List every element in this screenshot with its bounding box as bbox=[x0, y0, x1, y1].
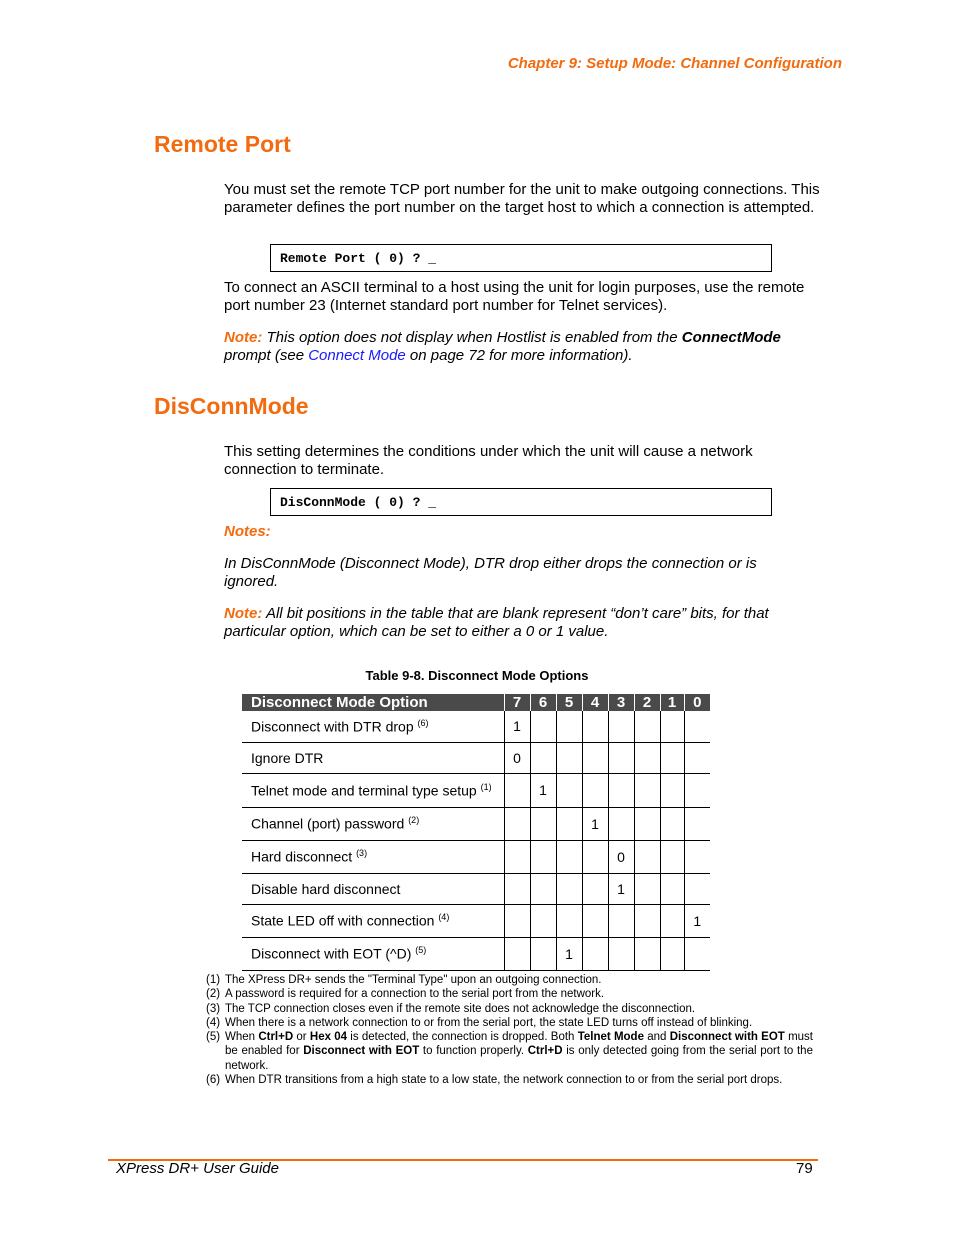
bit-cell bbox=[582, 711, 608, 742]
bit-cell bbox=[582, 742, 608, 773]
option-label bbox=[242, 937, 504, 970]
note-label: Note: bbox=[224, 605, 263, 622]
header-bit: 7 bbox=[504, 694, 530, 711]
bit-cell bbox=[556, 904, 582, 937]
footnote-ref: (5) bbox=[415, 945, 427, 956]
page-number: 79 bbox=[796, 1160, 813, 1177]
bit-cell bbox=[684, 937, 710, 970]
table-row bbox=[242, 711, 710, 742]
bit-cell bbox=[504, 807, 530, 840]
chapter-header: Chapter 9: Setup Mode: Channel Configuration bbox=[507, 55, 842, 72]
footnote-1: (1) The XPress DR+ sends the "Terminal Type" upon an outgoing connection. bbox=[206, 974, 602, 986]
bit-cell bbox=[684, 840, 710, 873]
option-label bbox=[242, 807, 504, 840]
bit-cell bbox=[530, 937, 556, 970]
note-text: All bit positions in the table that are blank represent “don’t care” bits, for that particular option, which can be set to either a 0 or 1 value. bbox=[224, 605, 769, 640]
footnote-ref: (1) bbox=[480, 781, 492, 792]
connect-mode-link[interactable]: Connect Mode bbox=[308, 347, 406, 364]
table-row bbox=[242, 840, 710, 873]
footnote-3: (3) The TCP connection closes even if the remote site does not acknowledge the disconnection. bbox=[206, 1002, 696, 1015]
header-bit: 6 bbox=[530, 694, 556, 711]
footnote-2: (2) A password is required for a connection to the serial port from the network. bbox=[206, 988, 605, 1001]
bit-cell: 1 bbox=[556, 937, 582, 970]
table-row bbox=[242, 807, 710, 840]
bit-cell bbox=[608, 807, 634, 840]
bit-cell bbox=[608, 742, 634, 773]
table-row bbox=[242, 742, 710, 773]
option-text: Disable hard disconnect bbox=[251, 880, 401, 897]
footer-title: XPress DR+ User Guide bbox=[116, 1160, 279, 1177]
bit-cell bbox=[530, 742, 556, 773]
disconnmode-heading: DisConnMode bbox=[154, 393, 309, 419]
footnote-4: (4) When there is a network connection to or from the serial port, the state LED turns off instead of blinking. bbox=[206, 1016, 753, 1029]
bit-cell: 0 bbox=[504, 742, 530, 773]
option-label bbox=[242, 711, 504, 742]
bit-cell bbox=[556, 742, 582, 773]
option-label bbox=[242, 773, 504, 807]
bit-cell bbox=[660, 904, 684, 937]
option-label bbox=[242, 904, 504, 937]
bit-cell: 1 bbox=[530, 773, 556, 807]
option-label bbox=[242, 742, 504, 773]
bit-cell bbox=[684, 807, 710, 840]
bit-cell bbox=[530, 840, 556, 873]
bit-cell bbox=[556, 840, 582, 873]
bit-cell bbox=[634, 742, 660, 773]
bit-cell bbox=[660, 711, 684, 742]
option-text: Channel (port) password bbox=[251, 815, 405, 832]
bit-cell bbox=[556, 807, 582, 840]
note-label: Note: bbox=[224, 329, 263, 346]
blank-bits-note bbox=[224, 605, 784, 641]
footnote-6: (6) When DTR transitions from a high state to a low state, the network connection to or from the serial port drops. bbox=[206, 1074, 783, 1087]
disconnmode-code: DisConnMode ( 0) ? _ bbox=[270, 488, 772, 516]
bit-cell bbox=[634, 904, 660, 937]
bit-cell bbox=[504, 904, 530, 937]
table-row bbox=[242, 937, 710, 970]
header-bit: 4 bbox=[582, 694, 608, 711]
bit-cell bbox=[634, 773, 660, 807]
bit-cell: 1 bbox=[684, 904, 710, 937]
note-text-b: prompt (see bbox=[224, 347, 309, 364]
header-bit: 1 bbox=[660, 694, 684, 711]
option-text: Disconnect with EOT (^D) bbox=[251, 945, 412, 962]
bit-cell bbox=[582, 937, 608, 970]
note-connectmode: ConnectMode bbox=[681, 329, 781, 346]
bit-cell bbox=[556, 711, 582, 742]
bit-cell bbox=[684, 742, 710, 773]
footnote-ref: (4) bbox=[438, 912, 450, 923]
table-header-row bbox=[242, 694, 710, 711]
remote-port-heading: Remote Port bbox=[154, 131, 291, 157]
remote-port-intro: You must set the remote TCP port number for the unit to make outgoing connections. This parameter defines the port number on the target host to which a connection is attempted. bbox=[224, 181, 820, 216]
bit-cell bbox=[684, 873, 710, 904]
header-bit: 0 bbox=[684, 694, 710, 711]
bit-cell bbox=[660, 807, 684, 840]
footnote-5: (5) When Ctrl+D or Hex 04 is detected, the connection is dropped. Both Telnet Mode and Disconnect with EOT must be enabled for Disconnect with EOT to function properly. Ctrl+D is only detected going from the serial port to the network. bbox=[206, 1031, 814, 1072]
bit-cell bbox=[608, 904, 634, 937]
bit-cell bbox=[634, 873, 660, 904]
option-text: Hard disconnect bbox=[251, 848, 353, 865]
bit-cell bbox=[660, 873, 684, 904]
footnotes bbox=[206, 973, 813, 1087]
bit-cell bbox=[634, 807, 660, 840]
remote-port-para2: To connect an ASCII terminal to a host using the unit for login purposes, use the remote port number 23 (Internet standard port number for Telnet services). bbox=[224, 279, 805, 314]
bit-cell bbox=[608, 937, 634, 970]
footnote-ref: (2) bbox=[408, 815, 420, 826]
table-row bbox=[242, 873, 710, 904]
option-text: State LED off with connection bbox=[251, 912, 435, 929]
bit-cell bbox=[556, 873, 582, 904]
bit-cell bbox=[530, 807, 556, 840]
notes-label: Notes: bbox=[224, 523, 271, 540]
table-row bbox=[242, 773, 710, 807]
bit-cell bbox=[582, 873, 608, 904]
footnote-ref: (6) bbox=[417, 717, 429, 728]
note-text-a: This option does not display when Hostlist is enabled from the bbox=[262, 329, 682, 346]
bit-cell bbox=[608, 773, 634, 807]
option-text: Ignore DTR bbox=[251, 749, 324, 766]
bit-cell bbox=[504, 773, 530, 807]
bit-cell bbox=[660, 742, 684, 773]
option-text: Disconnect with DTR drop bbox=[251, 718, 414, 735]
table-row bbox=[242, 904, 710, 937]
bit-cell bbox=[582, 840, 608, 873]
bit-cell bbox=[504, 873, 530, 904]
bit-cell bbox=[660, 840, 684, 873]
header-option: Disconnect Mode Option bbox=[242, 694, 504, 711]
bit-cell bbox=[660, 773, 684, 807]
header-bit: 3 bbox=[608, 694, 634, 711]
bit-cell bbox=[556, 773, 582, 807]
option-text: Telnet mode and terminal type setup bbox=[251, 782, 477, 799]
disconnmode-intro: This setting determines the conditions under which the unit will cause a network connection to terminate. bbox=[224, 443, 753, 478]
bit-cell bbox=[634, 840, 660, 873]
footnote-ref: (3) bbox=[356, 848, 368, 859]
bit-cell bbox=[530, 904, 556, 937]
bit-cell bbox=[504, 937, 530, 970]
remote-port-code: Remote Port ( 0) ? _ bbox=[270, 244, 772, 272]
bit-cell: 0 bbox=[608, 840, 634, 873]
option-label bbox=[242, 840, 504, 873]
disconnect-mode-table bbox=[242, 694, 710, 971]
table-caption: Table 9-8. Disconnect Mode Options bbox=[365, 668, 589, 683]
remote-port-note bbox=[224, 329, 784, 365]
bit-cell bbox=[504, 840, 530, 873]
bit-cell bbox=[660, 937, 684, 970]
note-text-c: on page 72 for more information). bbox=[405, 347, 633, 364]
bit-cell bbox=[582, 904, 608, 937]
bit-cell bbox=[684, 711, 710, 742]
bit-cell bbox=[684, 773, 710, 807]
header-bit: 2 bbox=[634, 694, 660, 711]
option-label bbox=[242, 873, 504, 904]
bit-cell bbox=[530, 711, 556, 742]
bit-cell bbox=[582, 773, 608, 807]
bit-cell: 1 bbox=[582, 807, 608, 840]
bit-cell: 1 bbox=[608, 873, 634, 904]
bit-cell bbox=[608, 711, 634, 742]
bit-cell bbox=[634, 937, 660, 970]
bit-cell: 1 bbox=[504, 711, 530, 742]
bit-cell bbox=[634, 711, 660, 742]
dtr-note: In DisConnMode (Disconnect Mode), DTR drop either drops the connection or is ignored. bbox=[224, 555, 757, 590]
bit-cell bbox=[530, 873, 556, 904]
header-bit: 5 bbox=[556, 694, 582, 711]
